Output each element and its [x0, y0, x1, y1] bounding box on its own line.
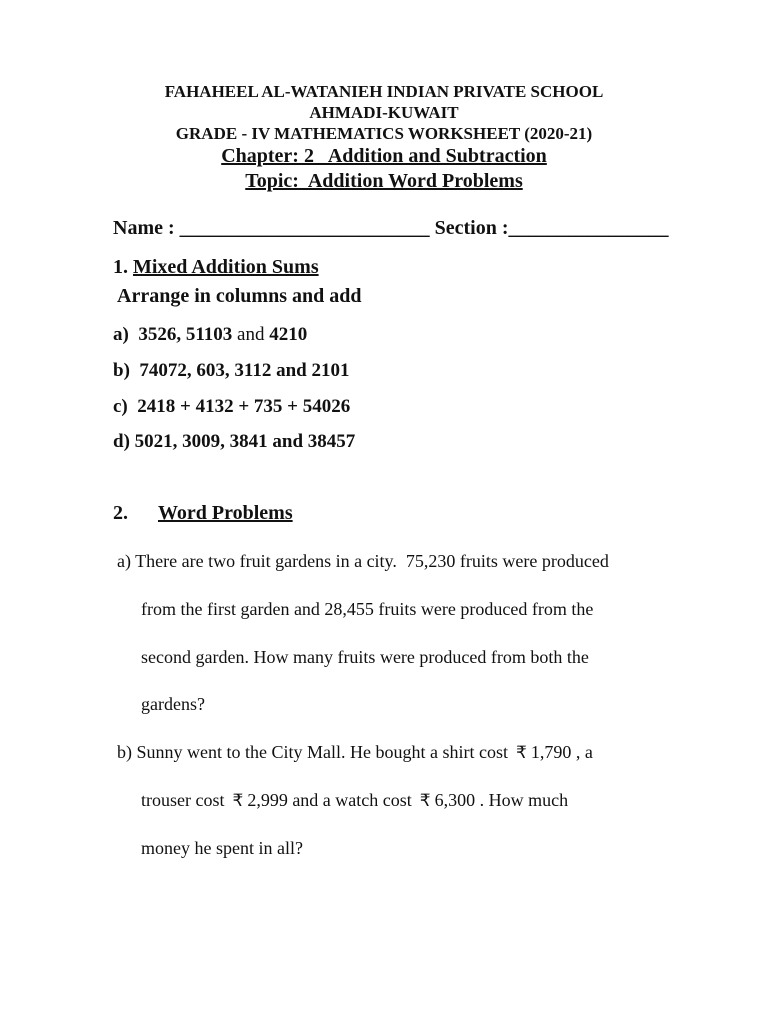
- section-label: Section :: [429, 217, 509, 239]
- rupee-icon: ₹: [419, 791, 431, 811]
- school-city: AHMADI-KUWAIT: [309, 103, 459, 122]
- rupee-icon: ₹: [232, 791, 244, 811]
- problem-a-line4: gardens?: [141, 694, 205, 714]
- section1-heading: [113, 256, 319, 279]
- problem-b-line1: b) Sunny went to the City Mall. He bought a shirt cost ₹ 1,790 , a: [117, 742, 593, 763]
- problem-b-line3: money he spent in all?: [141, 838, 303, 858]
- section2-heading: [113, 502, 293, 525]
- problem-b-line2: trouser cost ₹ 2,999 and a watch cost ₹ 6,300 . How much: [141, 790, 569, 811]
- grade-title: GRADE - IV MATHEMATICS WORKSHEET (2020-21): [175, 124, 593, 143]
- name-section-row: [113, 217, 669, 240]
- section-blank[interactable]: ________________: [508, 217, 669, 239]
- sum-item-c: c) 2418 + 4132 + 735 + 54026: [113, 396, 351, 417]
- sum-item-d: d) 5021, 3009, 3841 and 38457: [113, 431, 356, 452]
- school-name: FAHAHEEL AL-WATANIEH INDIAN PRIVATE SCHOOL: [164, 82, 604, 101]
- rupee-icon: ₹: [515, 743, 527, 763]
- section2-title: Word Problems: [158, 502, 293, 524]
- section2-number: 2.: [113, 502, 128, 524]
- name-label: Name :: [113, 217, 180, 239]
- problem-a-line2: from the first garden and 28,455 fruits were produced from the: [141, 599, 594, 619]
- problem-a-line3: second garden. How many fruits were produced from both the: [141, 647, 589, 667]
- chapter-title: Chapter: 2 Addition and Subtraction: [221, 145, 547, 167]
- sum-item-b: b) 74072, 603, 3112 and 2101: [113, 360, 350, 381]
- name-blank[interactable]: _________________________: [179, 217, 430, 239]
- section1-title: Mixed Addition Sums: [133, 256, 319, 278]
- sum-item-a: a) 3526, 51103 and 4210: [113, 324, 308, 345]
- section1-instruction: Arrange in columns and add: [117, 285, 362, 307]
- topic-title: Topic: Addition Word Problems: [245, 170, 523, 192]
- problem-a-line1: a) There are two fruit gardens in a city. 75,230 fruits were produced: [117, 551, 609, 571]
- section1-number: 1.: [113, 256, 133, 278]
